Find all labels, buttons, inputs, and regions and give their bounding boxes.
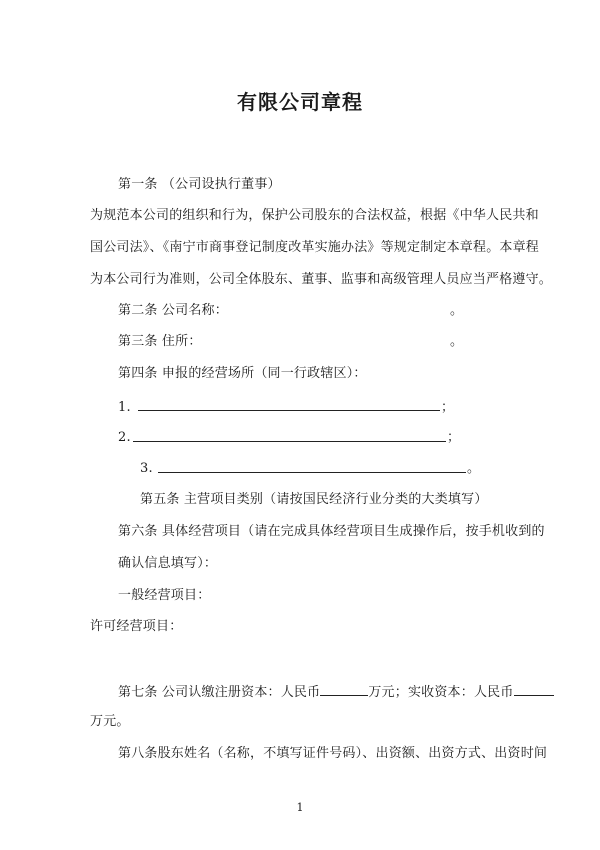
article-4-item-1-number: 1. — [118, 400, 131, 415]
article-4-item-3-end: 。 — [467, 461, 481, 476]
article-1-line-2: 国公司法》、《南宁市商事登记制度改革实施办法》等规定制定本章程。本章程 — [90, 240, 540, 255]
article-7-line — [118, 683, 554, 701]
article-7-unit: 万元。 — [90, 714, 130, 729]
article-4-item-1-blank — [138, 410, 440, 411]
article-7-registered-capital-label: 第七条 公司认缴注册资本：人民币 — [118, 685, 321, 700]
general-business-items-label: 一般经营项目： — [118, 588, 211, 603]
article-1-heading: 第一条 （公司设执行董事） — [118, 177, 281, 192]
article-1-line-1: 为规范本公司的组织和行为，保护公司股东的合法权益，根据《中华人民共和 — [90, 208, 539, 223]
article-3-end: 。 — [450, 334, 464, 349]
article-6-line-1: 第六条 具体经营项目（请在完成具体经营项目生成操作后，按手机收到的 — [118, 524, 545, 539]
article-4-item-3-blank — [158, 472, 466, 473]
article-3-label: 第三条 住所： — [118, 334, 202, 349]
article-4-item-3-number: 3. — [140, 461, 153, 476]
article-8-text: 第八条股东姓名（名称，不填写证件号码）、出资额、出资方式、出资时间 — [118, 746, 548, 761]
article-4-item-2-number: 2. — [118, 430, 131, 445]
article-4-item-2-blank — [133, 441, 446, 442]
article-1-line-3: 为本公司行为准则，公司全体股东、董事、监事和高级管理人员应当严格遵守。 — [90, 272, 553, 287]
article-7-paid-capital-label: 万元；实收资本：人民币 — [368, 685, 514, 700]
page-number: 1 — [296, 801, 304, 814]
licensed-business-items-label: 许可经营项目： — [90, 619, 183, 634]
paid-capital-blank — [514, 683, 554, 696]
article-2-label: 第二条 公司名称： — [118, 303, 228, 318]
article-5-text: 第五条 主营项目类别（请按国民经济行业分类的大类填写） — [140, 492, 488, 507]
article-4-heading: 第四条 申报的经营场所（同一行政辖区）： — [118, 366, 367, 381]
registered-capital-blank — [320, 683, 368, 696]
document-title: 有限公司章程 — [237, 90, 363, 114]
article-4-item-1-end: ； — [441, 400, 455, 415]
article-2-end: 。 — [450, 303, 464, 318]
article-6-line-2: 确认信息填写）： — [118, 556, 218, 571]
article-4-item-2-end: ； — [447, 430, 461, 445]
